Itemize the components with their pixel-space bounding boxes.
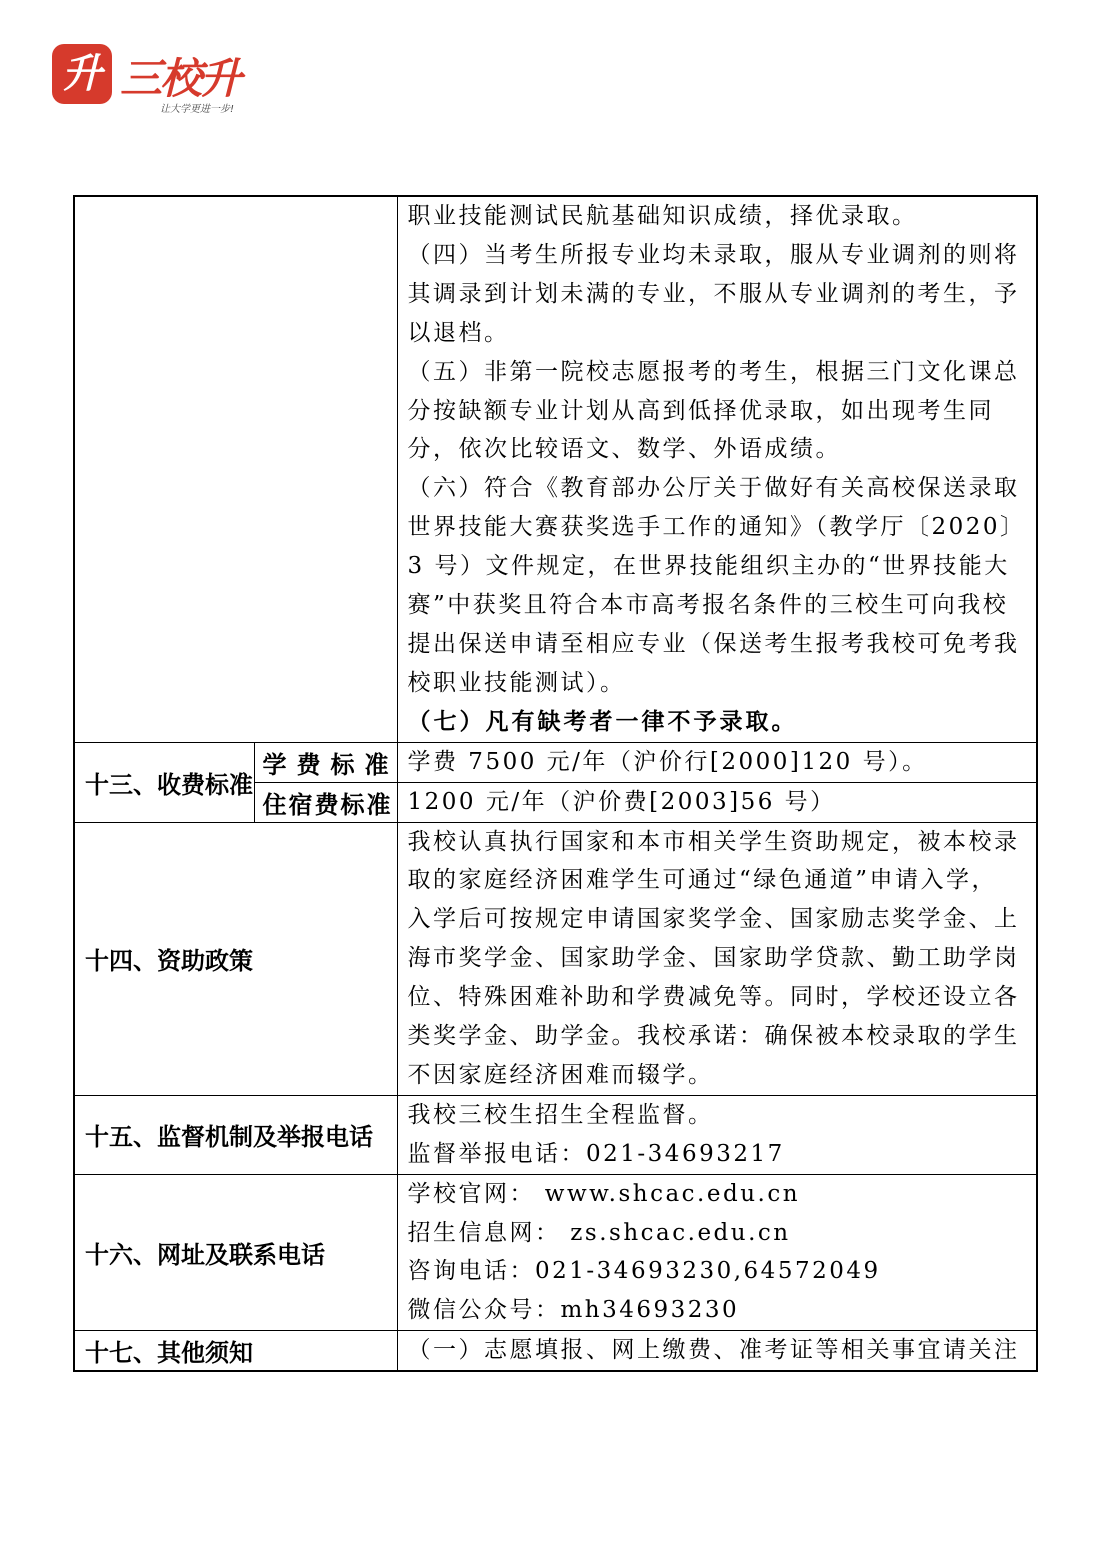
- wechat-line: 微信公众号：mh34693230: [407, 1297, 740, 1324]
- text-line: 监督举报电话：021-34693217: [407, 1140, 785, 1167]
- text-line: 位、特殊困难补助和学费减免等。同时，学校还设立各: [407, 984, 1020, 1011]
- text-line: 取的家庭经济困难学生可通过“绿色通道”申请入学，: [407, 867, 998, 894]
- phone-line: 咨询电话：021-34693230,64572049: [407, 1258, 881, 1285]
- text-line: （六）符合《教育部办公厅关于做好有关高校保送录取: [407, 475, 1020, 502]
- table-row: [74, 1174, 1037, 1331]
- tuition-value: 学费 7500 元/年（沪价行[2000]120 号）。: [407, 748, 928, 775]
- admission-rules-cell: [397, 196, 1037, 742]
- other-label: 十七、其他须知: [74, 1331, 397, 1372]
- other-content-cell: [397, 1331, 1037, 1372]
- text-line: 世界技能大赛获奖选手工作的通知》（教学厅〔2020〕: [407, 514, 1026, 541]
- text-line: 提出保送申请至相应专业（保送考生报考我校可免考我: [407, 630, 1020, 657]
- supervision-label: 十五、监督机制及举报电话: [74, 1095, 397, 1174]
- text-line: 分按缺额专业计划从高到低择优录取，如出现考生同: [407, 397, 994, 424]
- text-line: 我校三校生招生全程监督。: [407, 1101, 714, 1128]
- table-row: [74, 196, 1037, 742]
- table-row: [74, 1331, 1037, 1372]
- text-line: 校职业技能测试）。: [407, 669, 626, 696]
- text-line: 赛”中获奖且符合本市高考报名条件的三校生可向我校: [407, 592, 1009, 619]
- aid-content-cell: [397, 822, 1037, 1095]
- bold-text-line: （七）凡有缺考者一律不予录取。: [407, 708, 798, 735]
- logo-slogan: 让大学更进一步!: [160, 104, 235, 115]
- contact-label: 十六、网址及联系电话: [74, 1174, 397, 1331]
- supervision-content-cell: [397, 1095, 1037, 1174]
- lodging-label: 住宿费标准: [254, 782, 397, 822]
- website-line: 学校官网： www.shcac.edu.cn: [407, 1180, 801, 1207]
- tuition-label: 学费标准: [254, 742, 397, 782]
- admission-site-line: 招生信息网： zs.shcac.edu.cn: [407, 1219, 791, 1246]
- text-line: 其调录到计划未满的专业，不服从专业调剂的考生，予: [407, 280, 1020, 307]
- text-line: （一）志愿填报、网上缴费、准考证等相关事宜请关注: [407, 1337, 1020, 1364]
- logo-badge: [52, 44, 112, 104]
- lodging-value-cell: [397, 782, 1037, 822]
- fees-label: 十三、收费标准: [74, 742, 254, 822]
- contact-content-cell: [397, 1174, 1037, 1331]
- admission-table: [73, 195, 1038, 1372]
- text-line: （四）当考生所报专业均未录取，服从专业调剂的则将: [407, 241, 1020, 268]
- table-row: [74, 822, 1037, 1095]
- text-line: 我校认真执行国家和本市相关学生资助规定，被本校录: [407, 828, 1020, 855]
- text-line: 分，依次比较语文、数学、外语成绩。: [407, 436, 841, 463]
- logo-name: 三校升: [120, 54, 241, 103]
- text-line: 3 号）文件规定，在世界技能组织主办的“世界技能大: [407, 553, 1010, 580]
- aid-label: 十四、资助政策: [74, 822, 397, 1095]
- logo-badge-glyph: 升: [62, 51, 102, 97]
- brand-logo: [52, 44, 252, 120]
- text-line: 类奖学金、助学金。我校承诺：确保被本校录取的学生: [407, 1023, 1020, 1050]
- text-line: 入学后可按规定申请国家奖学金、国家励志奖学金、上: [407, 906, 1020, 933]
- text-line: 以退档。: [407, 319, 510, 346]
- text-line: 不因家庭经济困难而辍学。: [407, 1061, 714, 1088]
- empty-label-cell: [74, 196, 397, 742]
- text-line: 海市奖学金、国家助学金、国家助学贷款、勤工助学岗: [407, 945, 1020, 972]
- tuition-value-cell: [397, 742, 1037, 782]
- table-row: [74, 1095, 1037, 1174]
- lodging-value: 1200 元/年（沪价费[2003]56 号）: [407, 788, 836, 815]
- table-row: [74, 742, 1037, 782]
- text-line: 职业技能测试民航基础知识成绩，择优录取。: [407, 203, 918, 229]
- text-line: （五）非第一院校志愿报考的考生，根据三门文化课总: [407, 358, 1020, 385]
